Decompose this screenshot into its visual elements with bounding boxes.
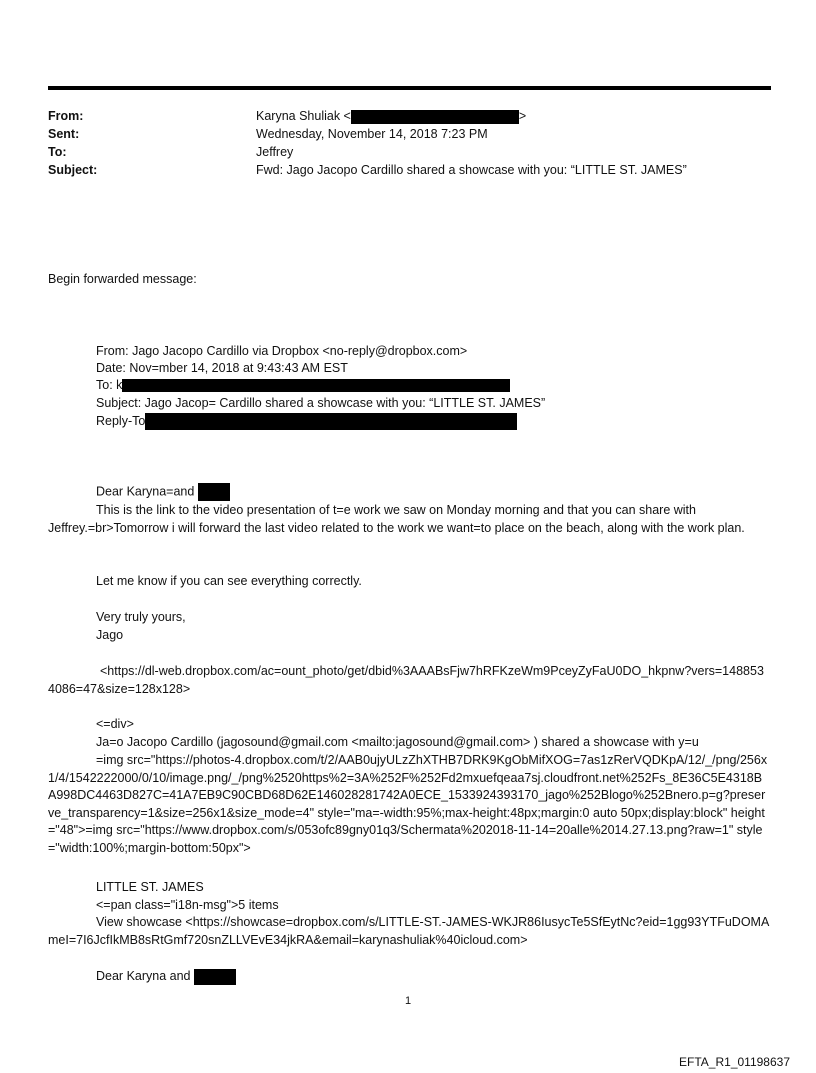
sent-label: Sent: [48,127,80,141]
closing-greeting-text: Dear Karyna and [96,969,191,983]
greeting [96,483,230,501]
closing-greeting [96,968,236,985]
raw-img-block [48,752,770,857]
from-label: From: [48,109,84,123]
paragraph-1-text: This is the link to the video presentation of t=e work we saw on Monday morning and that you can share with Jeffrey.=br>Tomorrow i will forward the last video related to the work we want=to place on the beach, along with the work plan. [48,503,745,535]
view-showcase-block [48,914,770,949]
redaction-block [198,483,230,501]
fwd-to-line [96,377,510,394]
fwd-subject-line: Subject: Jago Jacop= Cardillo shared a showcase with you: “LITTLE ST. JAMES” [96,396,546,410]
sent-value: Wednesday, November 14, 2018 7:23 PM [256,127,488,141]
raw-img-text: =img src="https://photos-4.dropbox.com/t/2/AAB0ujyULzZhXTHB7DRK9KgObMifXOG=7as1zRerVQDKpA/12/_/png/256x1/4/1542222000/0/10/image.png/_/png%2520https%2=3A%252F%252Fd2mxuefqeaa7sj.cloudfront.net%252Fs_8E36C5E4318BA998DC4463D827C=41A7EB9C90CBD68D62E146028281742A0ECE_1533924393170_jago%252Blogo%252Bnero.p=g?preserve_transparency=1&size=256x1&size_mode=4" style="ma=-width:95%;max-height:48px;margin:0 auto 50px;display:block" height="48">=img src="https://www.dropbox.com/s/053ofc89gny01q3/Schermata%202018-11-14=20alle%2014.27.13.png?raw=1" style="width:100%;margin-bottom:50px"> [48,753,768,855]
header-rule [48,86,771,90]
fwd-from-line: From: Jago Jacopo Cardillo via Dropbox <no-reply@dropbox.com> [96,344,468,358]
fwd-replyto-text: Reply-To [96,414,146,428]
redaction-block [194,969,236,985]
redaction-block [122,379,510,392]
from-bracket: > [518,109,527,123]
subject-value: Fwd: Jago Jacopo Cardillo shared a showcase with you: “LITTLE ST. JAMES” [256,163,687,177]
to-label: To: [48,145,67,159]
from-value [256,107,526,125]
to-value: Jeffrey [256,145,294,159]
raw-div: <=div> [96,717,134,731]
paragraph-2: Let me know if you can see everything correctly. [96,574,362,588]
redaction-block [351,110,519,124]
raw-shared-line: Ja=o Jacopo Cardillo (jagosound@gmail.com <mailto:jagosound@gmail.com> ) shared a showcase with y=u [96,735,699,749]
page-number: 1 [404,995,412,1007]
redaction-block [145,413,517,430]
greeting-text: Dear Karyna=and [96,484,195,499]
closing: Very truly yours, [96,610,186,624]
view-showcase-text: View showcase <https://showcase=dropbox.com/s/LITTLE-ST.-JAMES-WKJR86IusycTe5SfEytNc?eid=1gg93YTFuDOMAmeI=7I6JcfIkMB8sRtGmf720snZLLVEvE34jkRA&email=karynashuliak%40icloud.com> [48,915,770,947]
items-count: <=pan class="i18n-msg">5 items [96,898,279,912]
paragraph-1 [48,502,770,537]
bates-number: EFTA_R1_01198637 [679,1055,790,1069]
fwd-replyto-line [96,413,517,430]
signature: Jago [96,628,124,642]
raw-link-1-text: <https://dl-web.dropbox.com/ac=ount_photo/get/dbid%3AAABsFjw7hRFKzeWm9PceyZyFaU0DO_hkpnw?vers=1488534086=47&size=128x128> [48,664,764,696]
from-name: Karyna Shuliak < [256,109,351,123]
fwd-to-text: To: k [96,378,123,392]
fwd-date-line: Date: Nov=mber 14, 2018 at 9:43:43 AM EST [96,361,348,375]
forward-intro: Begin forwarded message: [48,272,197,286]
raw-link-1 [48,663,770,698]
subject-label: Subject: [48,163,98,177]
showcase-title: LITTLE ST. JAMES [96,880,204,894]
